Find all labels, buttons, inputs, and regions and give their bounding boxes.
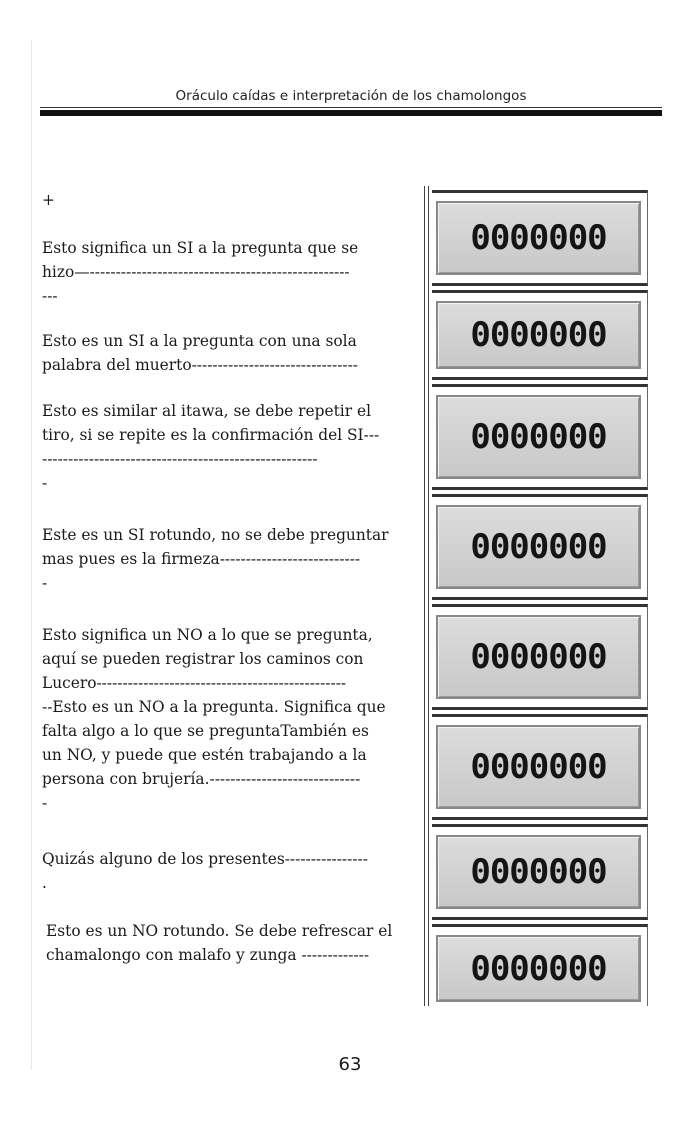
entry-text-6: Quizás alguno de los presentes---------------- .	[42, 850, 368, 892]
chamalongo-figure-3: 0000000	[436, 395, 641, 479]
entry-text-2: Esto es un SI a la pregunta con una sola palabra del muerto--------------------------------	[42, 332, 359, 374]
figure-frame-5	[432, 604, 648, 710]
entry-text-3: Esto es similar al itawa, se debe repetir el tiro, si se repite es la confirmación del SI--- ----------------------------------------------------- -	[42, 402, 380, 492]
column-divider-outer	[424, 186, 425, 1006]
chamalongo-figure-6: 0000000	[436, 725, 641, 809]
chamalongo-figure-5: 0000000	[436, 615, 641, 699]
figure-frame-7	[432, 824, 648, 920]
chamalongo-figure-1: 0000000	[436, 201, 641, 275]
column-divider-inner	[428, 186, 429, 1006]
entry-text-5: Esto significa un NO a lo que se pregunta, aquí se pueden registrar los caminos con Lucero------------------------------------------------ --Esto es un NO a la pregunta. Significa que falta algo a lo que se preguntaTambién es un NO, y puede que estén trabajando a la persona con brujería.----------------------------- -	[42, 626, 386, 812]
chamalongo-figure-4: 0000000	[436, 505, 641, 589]
figure-frame-1	[432, 190, 648, 286]
page-number: 63	[338, 1054, 362, 1075]
chamalongo-figure-8: 0000000	[436, 935, 641, 1002]
header-rule-thin	[40, 107, 662, 108]
header-rule-thick	[40, 110, 662, 116]
figure-frame-8	[432, 924, 648, 1006]
chamalongo-figure-7: 0000000	[436, 835, 641, 909]
figure-frame-4	[432, 494, 648, 600]
figure-frame-6	[432, 714, 648, 820]
page-edge-shadow	[31, 40, 32, 1070]
figure-frame-2	[432, 290, 648, 380]
entry-text-1: + Esto significa un SI a la pregunta que se hizo—-------------------------------------------------- ---	[42, 191, 359, 305]
figure-frame-3	[432, 384, 648, 490]
chamalongo-figures-column	[424, 186, 652, 1006]
running-header: Oráculo caídas e interpretación de los chamolongos	[175, 88, 527, 104]
entry-text-7: Esto es un NO rotundo. Se debe refrescar el chamalongo con malafo y zunga -------------	[46, 922, 393, 964]
chamalongo-figure-2: 0000000	[436, 301, 641, 369]
entry-text-4: Este es un SI rotundo, no se debe preguntar mas pues es la firmeza--------------------------- -	[42, 526, 389, 592]
